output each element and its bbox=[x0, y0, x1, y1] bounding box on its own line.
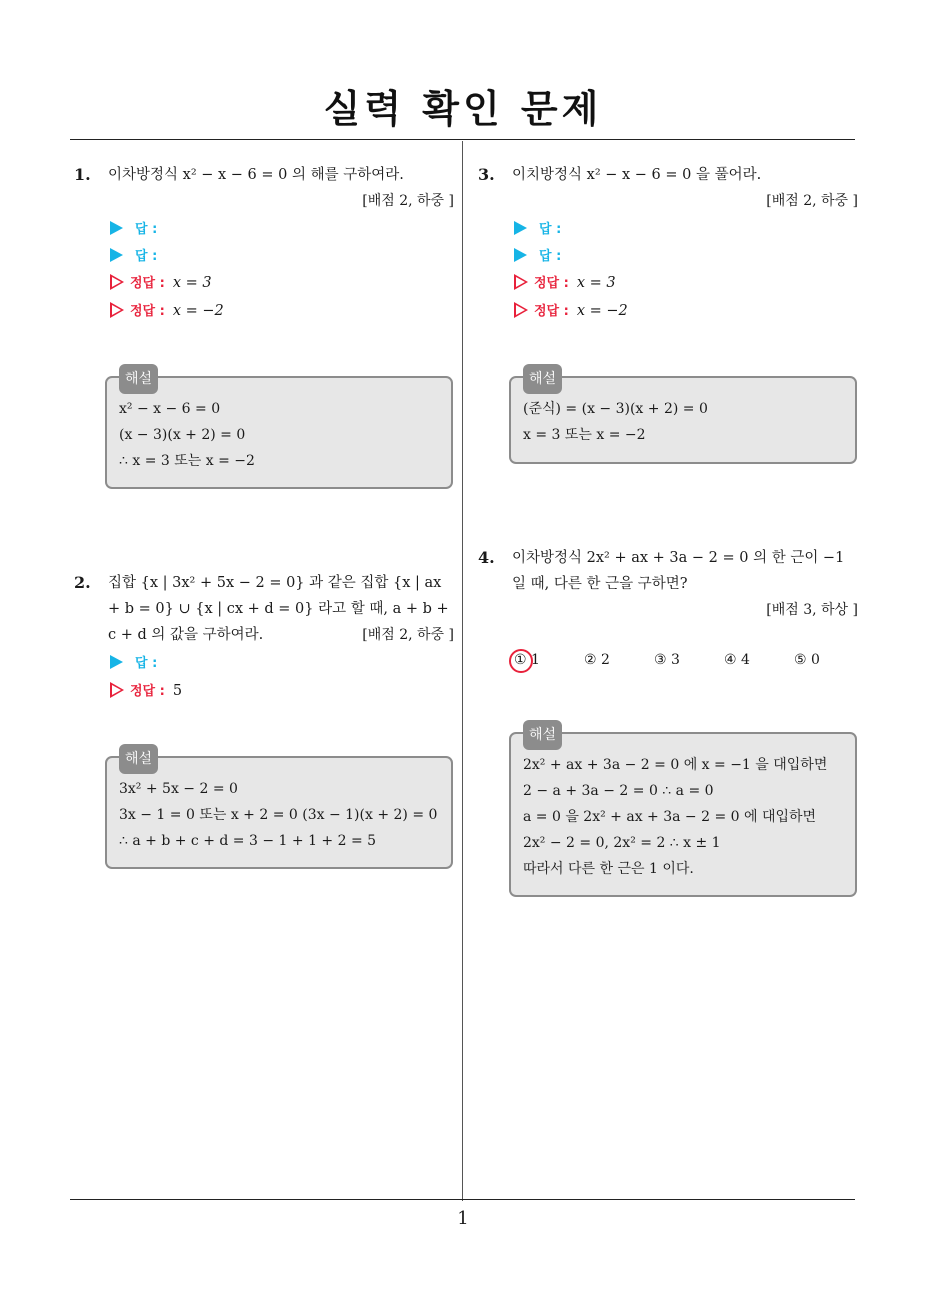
question-text: 이차방정식 2x² + ax + 3a − 2 = 0 의 한 근이 −1 일 때, 다른 한 근을 구하면? bbox=[512, 550, 845, 592]
play-arrow-icon bbox=[110, 248, 123, 262]
explanation-tag: 해설 bbox=[523, 364, 562, 394]
explanation-line: ∴ a + b + c + d = 3 − 1 + 1 + 2 = 5 bbox=[119, 833, 377, 849]
question-4 bbox=[478, 545, 858, 623]
question-2 bbox=[74, 570, 454, 648]
explanation-line: x² − x − 6 = 0 bbox=[119, 401, 221, 417]
correct-answer: 정답 : 5 bbox=[110, 680, 182, 702]
play-arrow-icon bbox=[110, 221, 123, 235]
explanation-box bbox=[105, 371, 453, 489]
question-score: [배점 3, 하상 ] bbox=[766, 602, 858, 618]
question-3 bbox=[478, 162, 858, 214]
outline-arrow-icon bbox=[110, 302, 124, 318]
selected-mark-icon bbox=[509, 649, 533, 673]
question-score: [배점 2, 하중 ] bbox=[362, 627, 454, 643]
play-arrow-icon bbox=[110, 655, 123, 669]
explanation-box bbox=[105, 751, 453, 869]
answer-field-1[interactable]: 답 : bbox=[110, 218, 157, 240]
answer-field-1[interactable]: 답 : bbox=[110, 652, 157, 674]
explanation-tag: 해설 bbox=[119, 744, 158, 774]
footer-rule bbox=[70, 1199, 855, 1200]
outline-arrow-icon bbox=[110, 274, 124, 290]
choice-4[interactable]: ④ 4 bbox=[724, 652, 750, 668]
choice-list bbox=[514, 648, 854, 672]
question-score: [배점 2, 하중 ] bbox=[362, 193, 454, 209]
question-number: 3. bbox=[478, 165, 495, 184]
column-divider bbox=[462, 141, 463, 1201]
explanation-line: ∴ x = 3 또는 x = −2 bbox=[119, 453, 255, 469]
outline-arrow-icon bbox=[110, 682, 124, 698]
explanation-tag: 해설 bbox=[119, 364, 158, 394]
header-rule bbox=[70, 139, 855, 140]
correct-answer: 정답 : x = 3 bbox=[514, 272, 616, 294]
question-score: [배점 2, 하중 ] bbox=[766, 193, 858, 209]
answer-field-2[interactable]: 답 : bbox=[514, 245, 561, 267]
explanation-line: a = 0 을 2x² + ax + 3a − 2 = 0 에 대입하면 bbox=[523, 809, 817, 825]
question-text: 이치방정식 x² − x − 6 = 0 을 풀어라. bbox=[512, 167, 762, 183]
question-number: 1. bbox=[74, 165, 91, 184]
explanation-box bbox=[509, 727, 857, 897]
question-text: 집합 {x | 3x² + 5x − 2 = 0} 과 같은 집합 {x | ax + b = 0} ∪ {x | cx + d = 0} 라고 할 때, a + b + c + d 의 값을 구하여라. bbox=[108, 575, 449, 643]
choice-2[interactable]: ② 2 bbox=[584, 652, 610, 668]
choice-5[interactable]: ⑤ 0 bbox=[794, 652, 820, 668]
answer-field-2[interactable]: 답 : bbox=[110, 245, 157, 267]
explanation-line: (x − 3)(x + 2) = 0 bbox=[119, 427, 246, 443]
explanation-line: 3x² + 5x − 2 = 0 bbox=[119, 781, 238, 797]
explanation-line: 2x² − 2 = 0, 2x² = 2 ∴ x ± 1 bbox=[523, 835, 721, 851]
choice-3[interactable]: ③ 3 bbox=[654, 652, 680, 668]
play-arrow-icon bbox=[514, 221, 527, 235]
explanation-line: (준식) = (x − 3)(x + 2) = 0 bbox=[523, 401, 708, 417]
explanation-tag: 해설 bbox=[523, 720, 562, 750]
answer-field-1[interactable]: 답 : bbox=[514, 218, 561, 240]
explanation-line: x = 3 또는 x = −2 bbox=[523, 427, 646, 443]
page-number: 1 bbox=[457, 1208, 469, 1229]
play-arrow-icon bbox=[514, 248, 527, 262]
question-text: 이차방정식 x² − x − 6 = 0 의 해를 구하여라. bbox=[108, 167, 404, 183]
explanation-line: 따라서 다른 한 근은 1 이다. bbox=[523, 861, 694, 877]
choice-1[interactable]: ① 1 bbox=[514, 652, 540, 668]
correct-answer: 정답 : x = −2 bbox=[514, 300, 628, 322]
outline-arrow-icon bbox=[514, 274, 528, 290]
question-1 bbox=[74, 162, 454, 214]
page-title: 실력 확인 문제 bbox=[323, 87, 603, 131]
explanation-line: 3x − 1 = 0 또는 x + 2 = 0 (3x − 1)(x + 2) = 0 bbox=[119, 807, 438, 823]
outline-arrow-icon bbox=[514, 302, 528, 318]
question-number: 4. bbox=[478, 548, 495, 567]
explanation-line: 2 − a + 3a − 2 = 0 ∴ a = 0 bbox=[523, 783, 714, 799]
explanation-box bbox=[509, 371, 857, 464]
question-number: 2. bbox=[74, 573, 91, 592]
correct-answer: 정답 : x = −2 bbox=[110, 300, 224, 322]
correct-answer: 정답 : x = 3 bbox=[110, 272, 212, 294]
explanation-line: 2x² + ax + 3a − 2 = 0 에 x = −1 을 대입하면 bbox=[523, 757, 828, 773]
